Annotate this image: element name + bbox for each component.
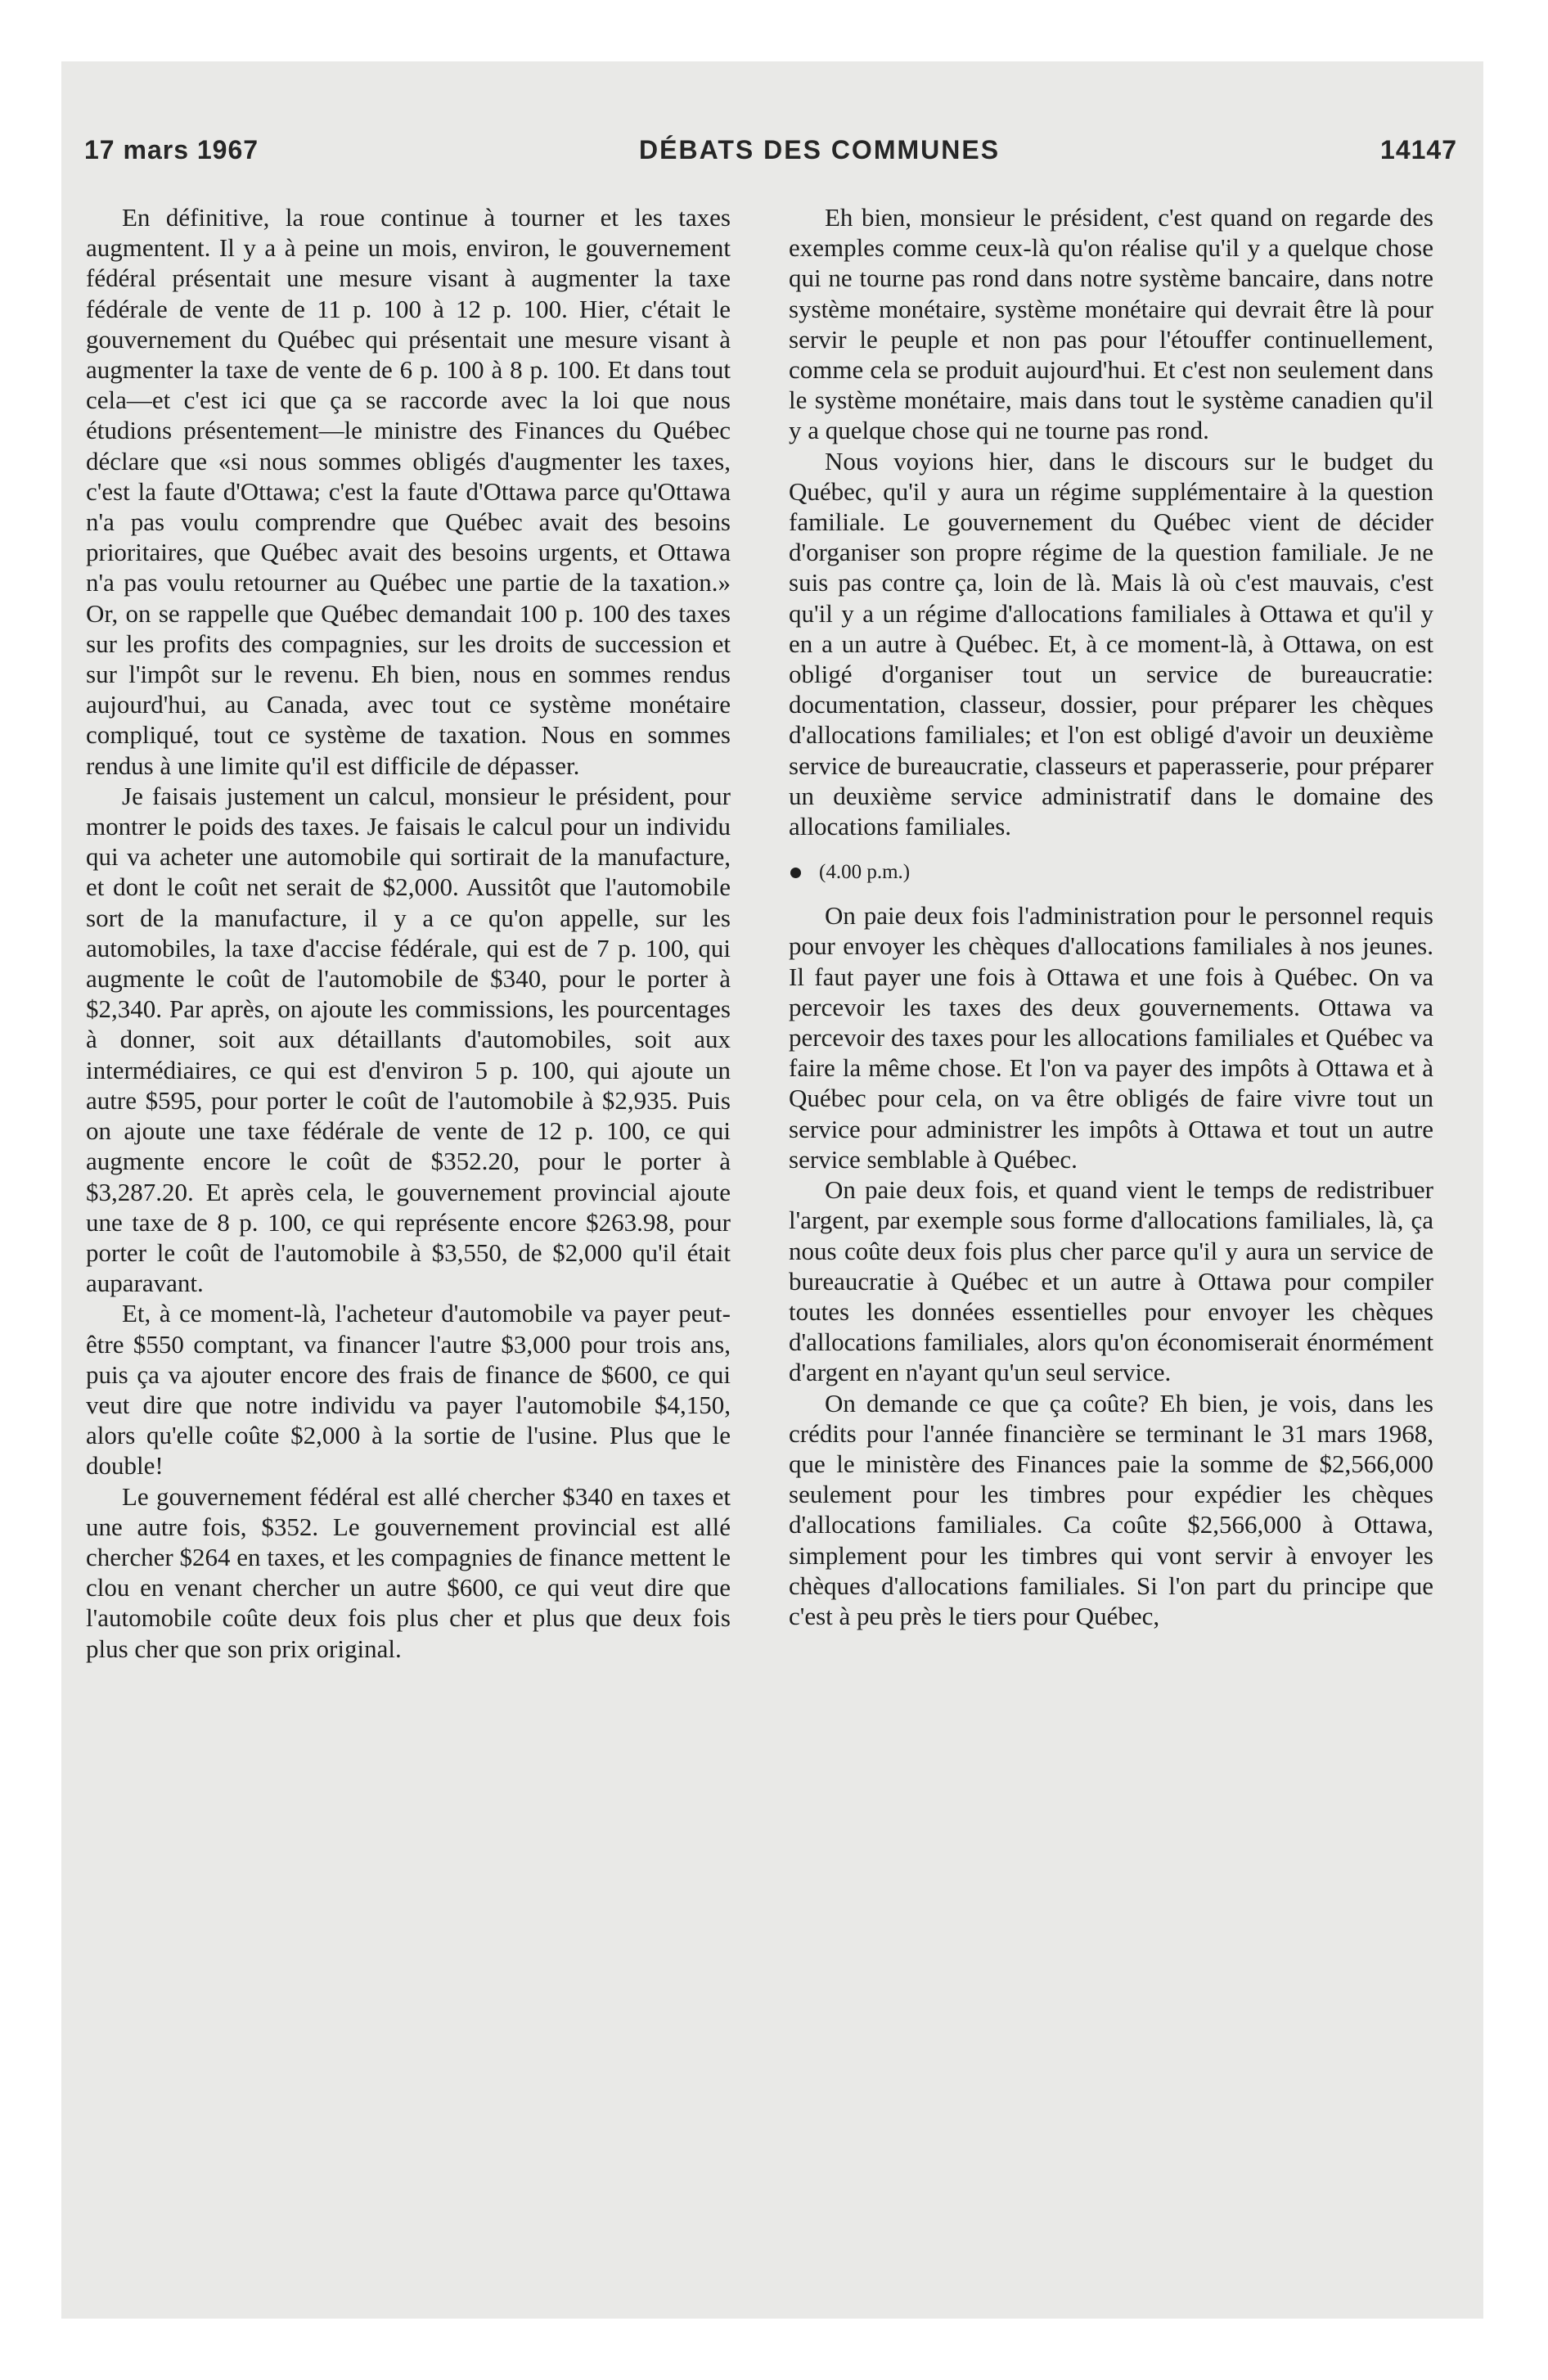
paragraph: On paie deux fois l'administration pour le personnel requis pour envoyer les chèques d'allocations familiales à nos jeunes. Il faut payer une fois à Ottawa et une fois à Québec. On va percevoir les taxes des deux gouvernements. Ottawa va percevoir des taxes pour les allocations familiales et Québec va faire la même chose. Et l'on va payer des impôts à Ottawa et à Québec pour cela, on va être obligés de faire vivre tout un service pour administrer les impôts à Ottawa et tout un autre service semblable à Québec. xyxy=(789,901,1433,1174)
header-date: 17 mars 1967 xyxy=(84,135,259,165)
time-marker-text: (4.00 p.m.) xyxy=(819,861,911,884)
time-marker xyxy=(789,859,1433,886)
paragraph: En définitive, la roue continue à tourner et les taxes augmentent. Il y a à peine un mois, environ, le gouvernement fédéral présentait une mesure visant à augmenter la taxe fédérale de vente de 11 p. 100 à 12 p. 100. Hier, c'était le gouvernement du Québec qui présentait une mesure visant à augmenter la taxe de vente de 6 p. 100 à 8 p. 100. Et dans tout cela—et c'est ici que ça se raccorde avec la loi que nous étudions présentement—le ministre des Finances du Québec déclare que «si nous sommes obligés d'augmenter les taxes, c'est la faute d'Ottawa; c'est la faute d'Ottawa parce qu'Ottawa n'a pas voulu comprendre que Québec avait des besoins prioritaires, que Québec avait des besoins urgents, et Ottawa n'a pas voulu retourner au Québec une partie de la taxation.» Or, on se rappelle que Québec demandait 100 p. 100 des taxes sur les profits des compagnies, sur les droits de succession et sur l'impôt sur le revenu. Eh bien, nous en sommes rendus aujourd'hui, au Canada, avec tout ce système monétaire compliqué, tout ce système de taxation. Nous en sommes rendus à une limite qu'il est difficile de dépasser. xyxy=(86,203,731,780)
left-column xyxy=(86,202,731,1664)
document-page xyxy=(61,61,1483,2319)
header-title: DÉBATS DES COMMUNES xyxy=(639,135,1001,165)
bullet-icon xyxy=(790,868,801,878)
paragraph: On demande ce que ça coûte? Eh bien, je vois, dans les crédits pour l'année financière se terminant le 31 mars 1968, que le ministère des Finances paie la somme de $2,566,000 seulement pour les timbres pour expédier les chèques d'allocations familiales. Ca coûte $2,566,000 à Ottawa, simplement pour les timbres qui vont servir à envoyer les chèques d'allocations familiales. Si l'on part du principe que c'est à peu près le tiers pour Québec, xyxy=(789,1388,1433,1630)
right-column xyxy=(789,202,1433,1631)
paragraph: Nous voyions hier, dans le discours sur le budget du Québec, qu'il y aura un régime supplémentaire à la question familiale. Le gouvernement du Québec vient de décider d'organiser son propre régime de la question familiale. Je ne suis pas contre ça, loin de là. Mais là où c'est mauvais, c'est qu'il y a un régime d'allocations familiales à Ottawa et qu'il y en a un autre à Québec. Et, à ce moment-là, à Ottawa, on est obligé d'organiser tout un service de bureaucratie: documentation, classeur, dossier, pour préparer les chèques d'allocations familiales; et l'on est obligé d'avoir un deuxième service de bureaucratie, classeurs et paperasserie, pour préparer un deuxième service administratif dans le domaine des allocations familiales. xyxy=(789,446,1433,841)
page-header xyxy=(84,135,1457,173)
header-page-number: 14147 xyxy=(1380,135,1457,165)
paragraph: Eh bien, monsieur le président, c'est quand on regarde des exemples comme ceux-là qu'on réalise qu'il y a quelque chose qui ne tourne pas rond dans notre système bancaire, dans notre système monétaire, système monétaire qui devrait être là pour servir le peuple et non pas pour l'étouffer continuellement, comme cela se produit aujourd'hui. Et c'est non seulement dans le système monétaire, mais dans tout le système canadien qu'il y a quelque chose qui ne tourne pas rond. xyxy=(789,203,1433,445)
paragraph: Le gouvernement fédéral est allé chercher $340 en taxes et une autre fois, $352. Le gouvernement provincial est allé chercher $264 en taxes, et les compagnies de finance mettent le clou en venant chercher un autre $600, ce qui veut dire que l'automobile coûte deux fois plus cher et plus que deux fois plus cher que son prix original. xyxy=(86,1481,731,1663)
paragraph: Je faisais justement un calcul, monsieur le président, pour montrer le poids des taxes. Je faisais le calcul pour un individu qui va acheter une automobile qui sortirait de la manufacture, et dont le coût net serait de $2,000. Aussitôt que l'automobile sort de la manufacture, il y a ce qu'on appelle, sur les automobiles, la taxe d'accise fédérale, qui est de 7 p. 100, qui augmente le coût de l'automobile de $340, pour le porter à $2,340. Par après, on ajoute les commissions, les pourcentages à donner, soit aux détaillants d'automobiles, soit aux intermédiaires, ce qui est d'environ 5 p. 100, qui ajoute un autre $595, pour porter le coût de l'automobile à $2,935. Puis on ajoute une taxe fédérale de vente de 12 p. 100, ce qui augmente encore le coût de $352.20, pour le porter à $3,287.20. Et après cela, le gouvernement provincial ajoute une taxe de 8 p. 100, ce qui représente encore $263.98, pour porter le coût de l'automobile à $3,550, de $2,000 qu'il était auparavant. xyxy=(86,781,731,1298)
paragraph: On paie deux fois, et quand vient le temps de redistribuer l'argent, par exemple sous forme d'allocations familiales, là, ça nous coûte deux fois plus cher parce qu'il y aura un service de bureaucratie à Québec et un autre à Ottawa pour compiler toutes les données essentielles pour envoyer les chèques d'allocations familiales, alors qu'on économiserait énormément d'argent en n'ayant qu'un seul service. xyxy=(789,1175,1433,1387)
paragraph: Et, à ce moment-là, l'acheteur d'automobile va payer peut-être $550 comptant, va financer l'autre $3,000 pour trois ans, puis ça va ajouter encore des frais de finance de $600, ce qui veut dire que notre individu va payer l'automobile $4,150, alors qu'elle coûte $2,000 à la sortie de l'usine. Plus que le double! xyxy=(86,1299,731,1481)
